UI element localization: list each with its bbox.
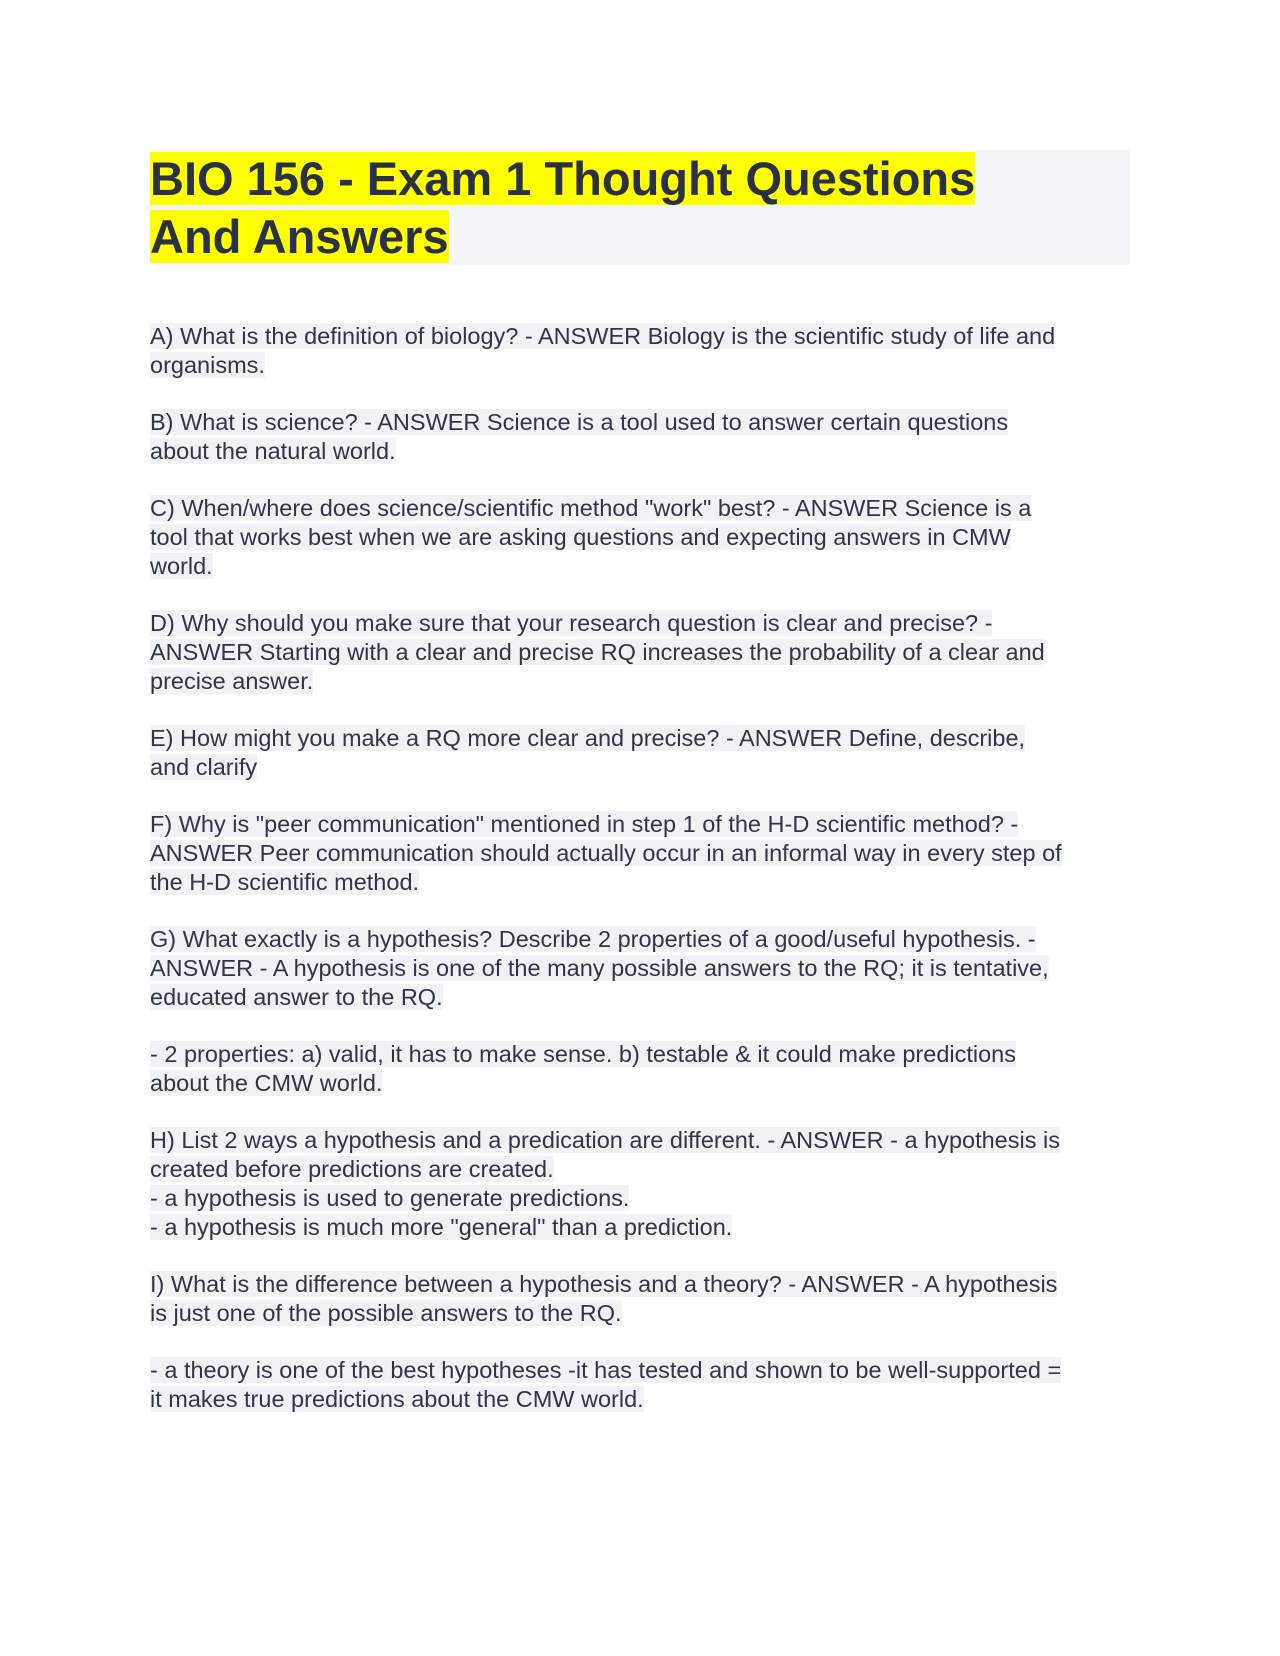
qa-line bbox=[150, 638, 1130, 667]
title-line-2: And Answers bbox=[150, 210, 449, 263]
qa-line-text: is just one of the possible answers to the RQ. bbox=[150, 1300, 622, 1326]
qa-line-text: D) Why should you make sure that your research question is clear and precise? - bbox=[150, 610, 993, 636]
qa-line bbox=[150, 1213, 1130, 1242]
qa-line bbox=[150, 839, 1130, 868]
qa-line-text: it makes true predictions about the CMW world. bbox=[150, 1386, 644, 1412]
qa-line bbox=[150, 1356, 1130, 1385]
qa-line bbox=[150, 494, 1130, 523]
qa-line-text: - a theory is one of the best hypotheses -it has tested and shown to be well-supported = bbox=[150, 1357, 1062, 1383]
page-title bbox=[150, 150, 1130, 266]
qa-line-text: A) What is the definition of biology? - ANSWER Biology is the scientific study of life and bbox=[150, 323, 1056, 349]
qa-line-text: F) Why is "peer communication" mentioned in step 1 of the H-D scientific method? - bbox=[150, 811, 1019, 837]
qa-line-text: E) How might you make a RQ more clear and precise? - ANSWER Define, describe, bbox=[150, 725, 1026, 751]
qa-line-text: - 2 properties: a) valid, it has to make sense. b) testable & it could make predictions bbox=[150, 1041, 1017, 1067]
qa-line-text: and clarify bbox=[150, 754, 258, 780]
document-page bbox=[150, 150, 1130, 1442]
qa-line bbox=[150, 983, 1130, 1012]
qa-line bbox=[150, 1270, 1130, 1299]
title-block bbox=[150, 150, 1130, 265]
qa-line-text: about the CMW world. bbox=[150, 1070, 383, 1096]
qa-paragraph bbox=[150, 1356, 1130, 1414]
qa-line bbox=[150, 1299, 1130, 1328]
qa-line bbox=[150, 925, 1130, 954]
qa-line-text: H) List 2 ways a hypothesis and a predication are different. - ANSWER - a hypothesis is bbox=[150, 1127, 1060, 1153]
qa-line bbox=[150, 322, 1130, 351]
qa-line-text: educated answer to the RQ. bbox=[150, 984, 443, 1010]
qa-paragraph bbox=[150, 1270, 1130, 1328]
qa-line bbox=[150, 1184, 1130, 1213]
qa-line bbox=[150, 1155, 1130, 1184]
qa-line-text: I) What is the difference between a hypothesis and a theory? - ANSWER - A hypothesis bbox=[150, 1271, 1058, 1297]
qa-line bbox=[150, 1069, 1130, 1098]
qa-paragraph bbox=[150, 925, 1130, 1012]
qa-line-text: ANSWER Peer communication should actually occur in an informal way in every step of bbox=[150, 840, 1062, 866]
qa-paragraph bbox=[150, 322, 1130, 380]
qa-line-text: precise answer. bbox=[150, 668, 314, 694]
qa-line bbox=[150, 954, 1130, 983]
qa-line bbox=[150, 1040, 1130, 1069]
qa-line-text: created before predictions are created. bbox=[150, 1156, 554, 1182]
qa-line bbox=[150, 810, 1130, 839]
qa-line-text: organisms. bbox=[150, 352, 265, 378]
qa-line-text: C) When/where does science/scientific method "work" best? - ANSWER Science is a bbox=[150, 495, 1032, 521]
qa-line bbox=[150, 437, 1130, 466]
qa-paragraph bbox=[150, 609, 1130, 696]
qa-line-text: tool that works best when we are asking questions and expecting answers in CMW bbox=[150, 524, 1011, 550]
qa-line bbox=[150, 753, 1130, 782]
qa-paragraph bbox=[150, 724, 1130, 782]
qa-paragraph bbox=[150, 494, 1130, 581]
qa-paragraph bbox=[150, 1040, 1130, 1098]
qa-line-text: ANSWER Starting with a clear and precise RQ increases the probability of a clear and bbox=[150, 639, 1045, 665]
qa-line-text: about the natural world. bbox=[150, 438, 396, 464]
qa-line bbox=[150, 1126, 1130, 1155]
qa-paragraph bbox=[150, 408, 1130, 466]
title-line-1: BIO 156 - Exam 1 Thought Questions bbox=[150, 152, 976, 205]
qa-line-text: B) What is science? - ANSWER Science is a tool used to answer certain questions bbox=[150, 409, 1009, 435]
qa-line-text: - a hypothesis is used to generate predictions. bbox=[150, 1185, 630, 1211]
qa-list bbox=[150, 322, 1130, 1414]
qa-line bbox=[150, 351, 1130, 380]
qa-line-text: world. bbox=[150, 553, 213, 579]
qa-paragraph bbox=[150, 1126, 1130, 1242]
qa-line-text: the H-D scientific method. bbox=[150, 869, 420, 895]
qa-line bbox=[150, 552, 1130, 581]
qa-line bbox=[150, 868, 1130, 897]
qa-line bbox=[150, 724, 1130, 753]
qa-line-text: ANSWER - A hypothesis is one of the many possible answers to the RQ; it is tentative, bbox=[150, 955, 1049, 981]
qa-line bbox=[150, 667, 1130, 696]
qa-line-text: G) What exactly is a hypothesis? Describe 2 properties of a good/useful hypothesis. - bbox=[150, 926, 1036, 952]
qa-line bbox=[150, 523, 1130, 552]
qa-line bbox=[150, 408, 1130, 437]
qa-line-text: - a hypothesis is much more "general" than a prediction. bbox=[150, 1214, 733, 1240]
qa-paragraph bbox=[150, 810, 1130, 897]
qa-line bbox=[150, 609, 1130, 638]
qa-line bbox=[150, 1385, 1130, 1414]
